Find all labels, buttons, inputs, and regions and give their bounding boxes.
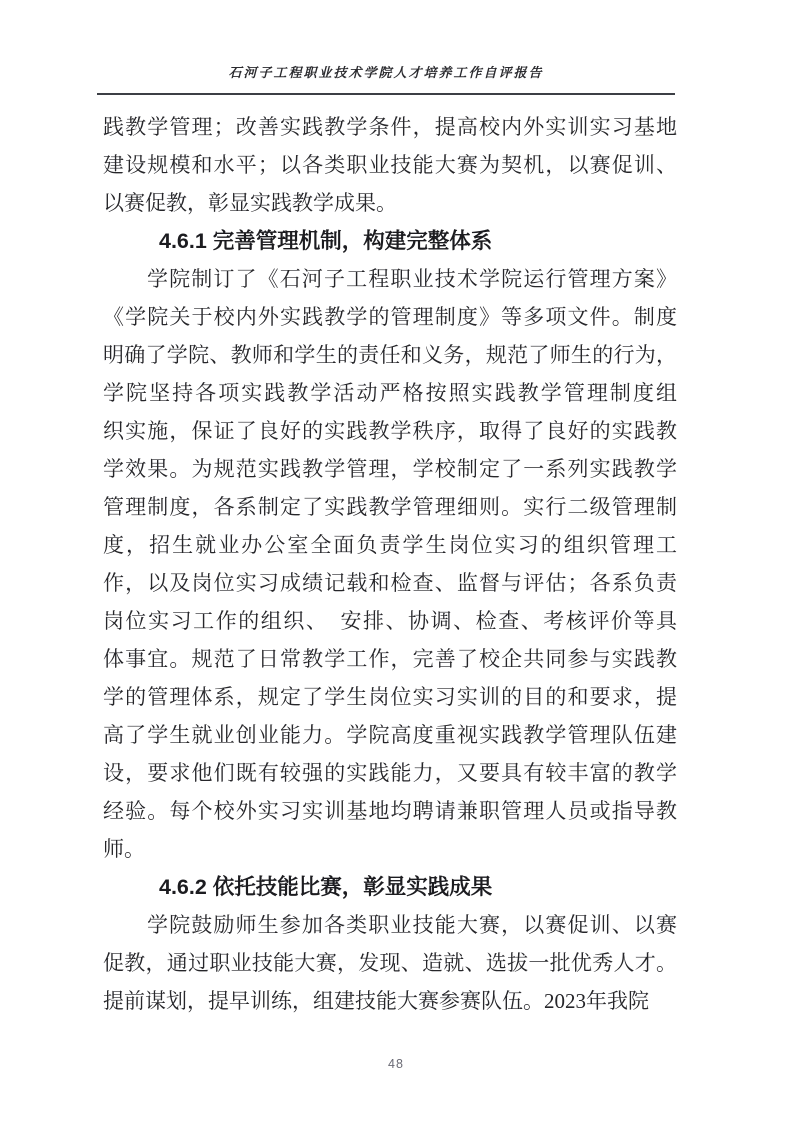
paragraph-line: 高了学生就业创业能力。学院高度重视实践教学管理队伍建 (103, 723, 677, 747)
paragraph-line: 以赛促教，彰显实践教学成果。 (103, 191, 397, 215)
paragraph-line: 学的管理体系，规定了学生岗位实习实训的目的和要求，提 (103, 685, 677, 709)
paragraph-line: 践教学管理；改善实践教学条件，提高校内外实训实习基地 (103, 115, 677, 139)
section-heading: 4.6.2 依托技能比赛，彰显实践成果 (159, 875, 493, 899)
paragraph-line: 学院鼓励师生参加各类职业技能大赛，以赛促训、以赛 (147, 913, 677, 937)
paragraph-line: 促教，通过职业技能大赛，发现、造就、选拔一批优秀人才。 (103, 951, 677, 975)
paragraph-line: 师。 (103, 837, 145, 861)
body-paragraph (103, 906, 677, 1020)
paragraph-line: 建设规模和水平；以各类职业技能大赛为契机，以赛促训、 (103, 153, 677, 177)
paragraph-line: 学院制订了《石河子工程职业技术学院运行管理方案》 (147, 267, 677, 291)
page-header (97, 62, 675, 95)
body-paragraph (103, 260, 677, 868)
paragraph-line: 岗位实习工作的组织、 安排、协调、检查、考核评价等具 (103, 609, 677, 633)
paragraph-line: 提前谋划，提早训练，组建技能大赛参赛队伍。2023年我院 (103, 989, 649, 1013)
page-footer (0, 1055, 792, 1073)
paragraph-line: 《学院关于校内外实践教学的管理制度》等多项文件。制度 (103, 305, 677, 329)
page-number: 48 (388, 1057, 404, 1071)
paragraph-line: 体事宜。规范了日常教学工作，完善了校企共同参与实践教 (103, 647, 677, 671)
paragraph-line: 作，以及岗位实习成绩记载和检查、监督与评估；各系负责 (103, 571, 677, 595)
paragraph-line: 经验。每个校外实习实训基地均聘请兼职管理人员或指导教 (103, 799, 677, 823)
paragraph-line: 设，要求他们既有较强的实践能力，又要具有较丰富的教学 (103, 761, 677, 785)
paragraph-line: 学效果。为规范实践教学管理，学校制定了一系列实践教学 (103, 457, 677, 481)
paragraph-line: 学院坚持各项实践教学活动严格按照实践教学管理制度组 (103, 381, 677, 405)
paragraph-line: 织实施，保证了良好的实践教学秩序，取得了良好的实践教 (103, 419, 677, 443)
paragraph-line: 管理制度，各系制定了实践教学管理细则。实行二级管理制 (103, 495, 677, 519)
header-title: 石河子工程职业技术学院人才培养工作自评报告 (228, 65, 544, 80)
paragraph-line: 明确了学院、教师和学生的责任和义务，规范了师生的行为， (103, 343, 677, 367)
paragraph-line: 度，招生就业办公室全面负责学生岗位实习的组织管理工 (103, 533, 677, 557)
document-body (103, 108, 677, 1020)
body-paragraph (103, 108, 677, 222)
section-heading: 4.6.1 完善管理机制，构建完整体系 (159, 229, 493, 253)
